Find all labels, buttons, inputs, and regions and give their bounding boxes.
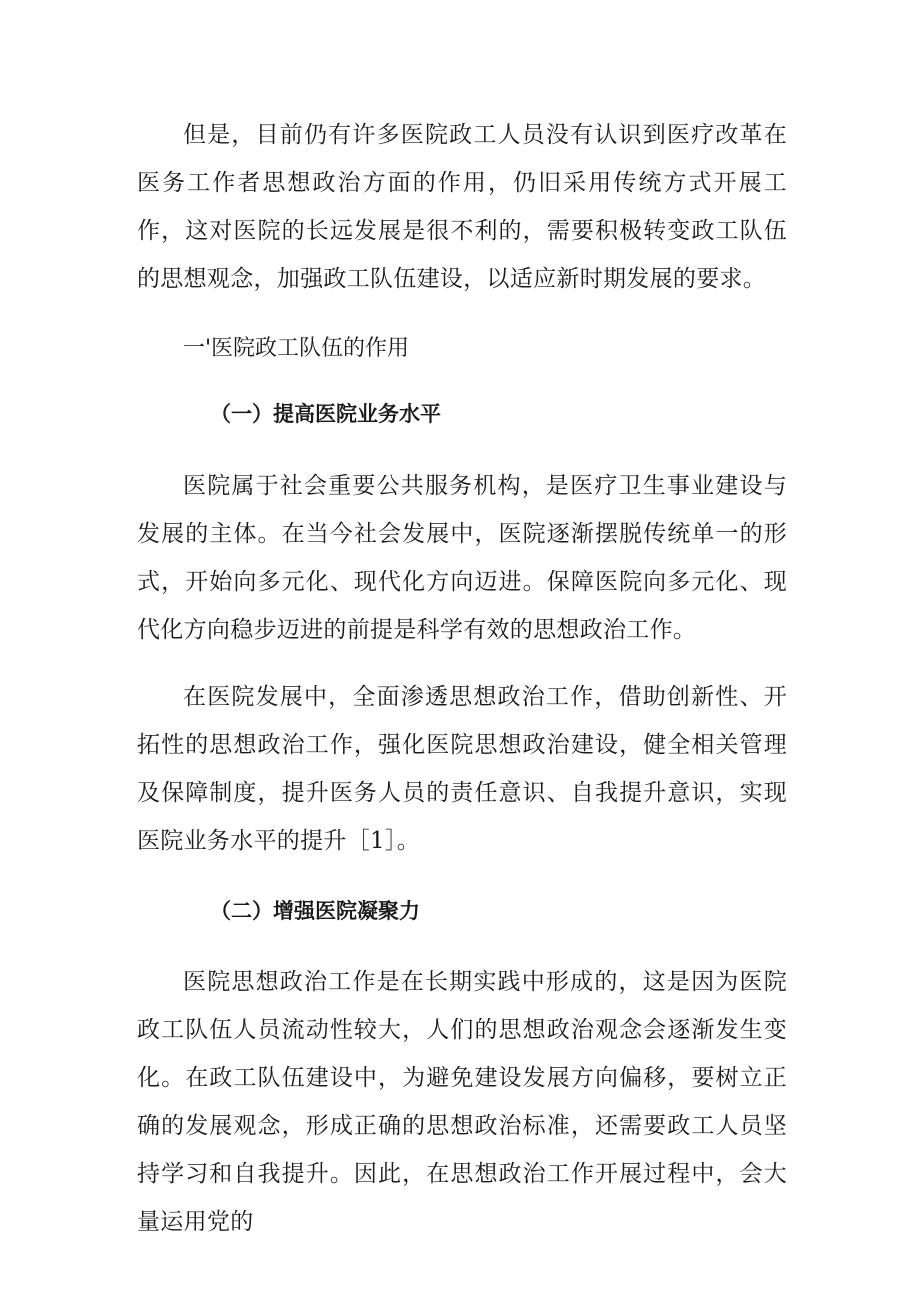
subsection-heading: （一）提高医院业务水平 xyxy=(210,402,441,426)
section-heading: 一'医院政工队伍的作用 xyxy=(183,336,410,361)
body-paragraph: 在医院发展中，全面渗透思想政治工作，借助创新性、开拓性的思想政治工作，强化医院思想政治建设，健全相关管理及保障制度，提升医务人员的责任意识、自我提升意识，实现医院业务水平的提升［1］。 xyxy=(137,684,787,854)
subsection-heading: （二）增强医院凝聚力 xyxy=(210,899,420,923)
body-paragraph: 但是，目前仍有许多医院政工人员没有认识到医疗改革在医务工作者思想政治方面的作用，仍旧采用传统方式开展工作，这对医院的长远发展是很不利的，需要积极转变政工队伍的思想观念，加强政工队伍建设，以适应新时期发展的要求。 xyxy=(137,122,787,292)
body-paragraph: 医院思想政治工作是在长期实践中形成的，这是因为医院政工队伍人员流动性较大，人们的思想政治观念会逐渐发生变化。在政工队伍建设中，为避免建设发展方向偏移，要树立正确的发展观念，形成正确的思想政治标准，还需要政工人员坚持学习和自我提升。因此，在思想政治工作开展过程中，会大量运用党的 xyxy=(137,969,787,1235)
body-paragraph: 医院属于社会重要公共服务机构，是医疗卫生事业建设与发展的主体。在当今社会发展中，医院逐渐摆脱传统单一的形式，开始向多元化、现代化方向迈进。保障医院向多元化、现代化方向稳步迈进的前提是科学有效的思想政治工作。 xyxy=(137,473,787,643)
